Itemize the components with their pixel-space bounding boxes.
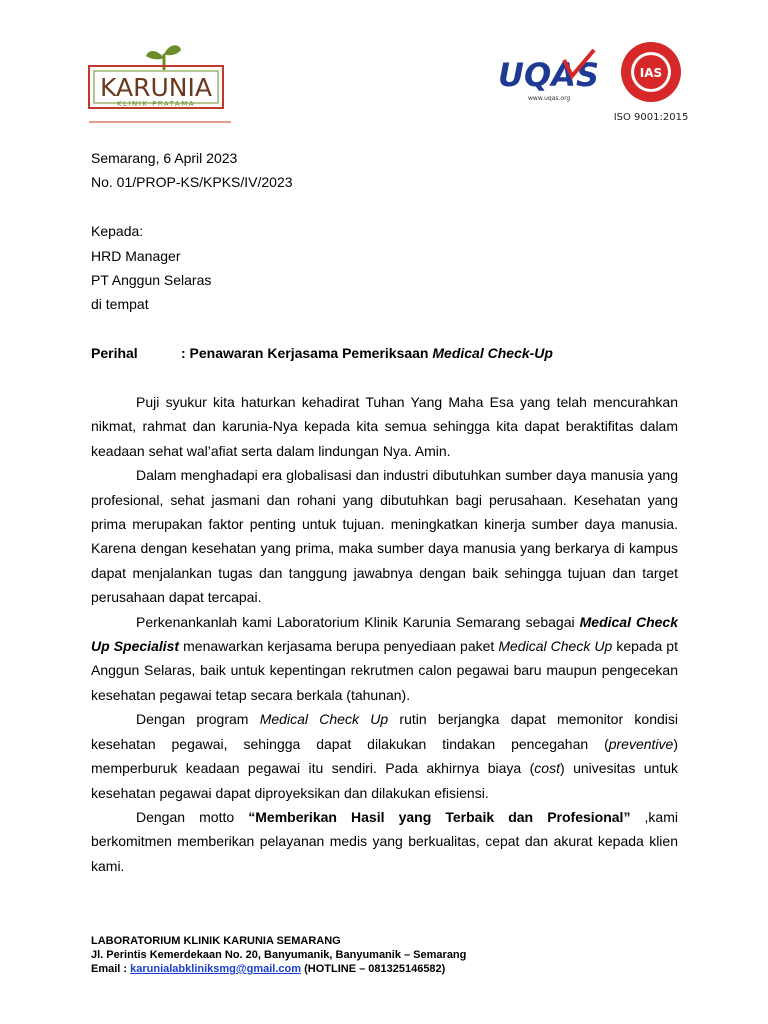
paragraph-3: Perkenankanlah kami Laboratorium Klinik Karunia Semarang sebagai Medical Check Up Specialist menawarkan kerjasama berupa penyediaan paket Medical Check Up kepada pt Anggun Selaras, baik untuk kepentingan rekrutmen calon pegawai baru maupun pengecekan kesehatan pegawai tetap secara berkala (tahunan). xyxy=(91,613,679,703)
footer-org: LABORATORIUM KLINIK KARUNIA SEMARANG xyxy=(91,935,341,947)
letter-date: Semarang, 6 April 2023 xyxy=(91,150,238,166)
footer-contact: Email : karunialabkliniksmg@gmail.com (HOTLINE – 081325146582) xyxy=(91,963,446,975)
ias-logo xyxy=(612,40,690,122)
paragraph-2: Dalam menghadapi era globalisasi dan industri dibutuhkan sumber daya manusia yang profesional, sehat jasmani dan rohani yang dibutuhkan bagi perusahaan. Kesehatan yang prima merupakan faktor penting untuk tujuan. meningkatkan kinerja sumber daya manusia. Karena dengan kesehatan yang prima, maka sumber daya manusia yang berkarya di kampus dapat menjalankan tugas dan tanggung jawabnya dengan baik sehingga tujuan dan target perusahaan dapat tercapai. xyxy=(91,467,678,606)
uqas-logo xyxy=(494,46,614,106)
paragraph-4: Dengan program Medical Check Up rutin berjangka dapat memonitor kondisi kesehatan pegawai, sehingga dapat dilakukan tindakan pencegahan (preventive) memperburuk keadaan pegawai itu sendiri. Pada akhirnya biaya (cost) univesitas untuk kesehatan pegawai dapat diproyeksikan dan dilakukan efisiensi. xyxy=(91,711,678,801)
svg-text:UQAS: UQAS xyxy=(498,56,599,94)
paragraph-1: Puji syukur kita haturkan kehadirat Tuhan Yang Maha Esa yang telah mencurahkan nikmat, rahmat dan karunia-Nya kepada kita semua sehingga kita dapat beraktifitas dalam keadaan sehat wal’afiat serta dalam lindungan Nya. Amin. xyxy=(91,394,678,459)
letter-body xyxy=(91,146,678,878)
iso-text: ISO 9001:2015 xyxy=(613,112,689,122)
letterhead xyxy=(0,0,768,130)
paragraph-5: Dengan motto “Memberikan Hasil yang Terbaik dan Profesional” ,kami berkomitmen memberikan pelayanan medis yang berkualitas, cepat dan akurat kepada klien kami. xyxy=(91,808,678,874)
footer-address: Jl. Perintis Kemerdekaan No. 20, Banyumanik, Banyumanik – Semarang xyxy=(91,949,467,961)
letter-number: No. 01/PROP-KS/KPKS/IV/2023 xyxy=(91,174,293,191)
subject-line xyxy=(91,341,678,365)
email-link[interactable]: karunialabkliniksmg@gmail.com xyxy=(130,963,302,975)
karunia-logo xyxy=(86,40,236,124)
recipient-line: PT Anggun Selaras xyxy=(91,272,212,289)
recipient-label: Kepada: xyxy=(91,223,144,240)
recipient-line: di tempat xyxy=(91,296,149,313)
subject-text: : Penawaran Kerjasama Pemeriksaan Medical Check-Up xyxy=(181,345,553,362)
recipient-line: HRD Manager xyxy=(91,247,181,264)
svg-text:IAS: IAS xyxy=(639,66,663,80)
svg-text:KLINIK PRATAMA: KLINIK PRATAMA xyxy=(116,100,196,108)
letter-footer xyxy=(91,934,691,976)
subject-label: Perihal xyxy=(91,345,138,362)
svg-text:KARUNIA: KARUNIA xyxy=(100,73,212,102)
svg-text:www.uqas.org: www.uqas.org xyxy=(528,95,571,102)
